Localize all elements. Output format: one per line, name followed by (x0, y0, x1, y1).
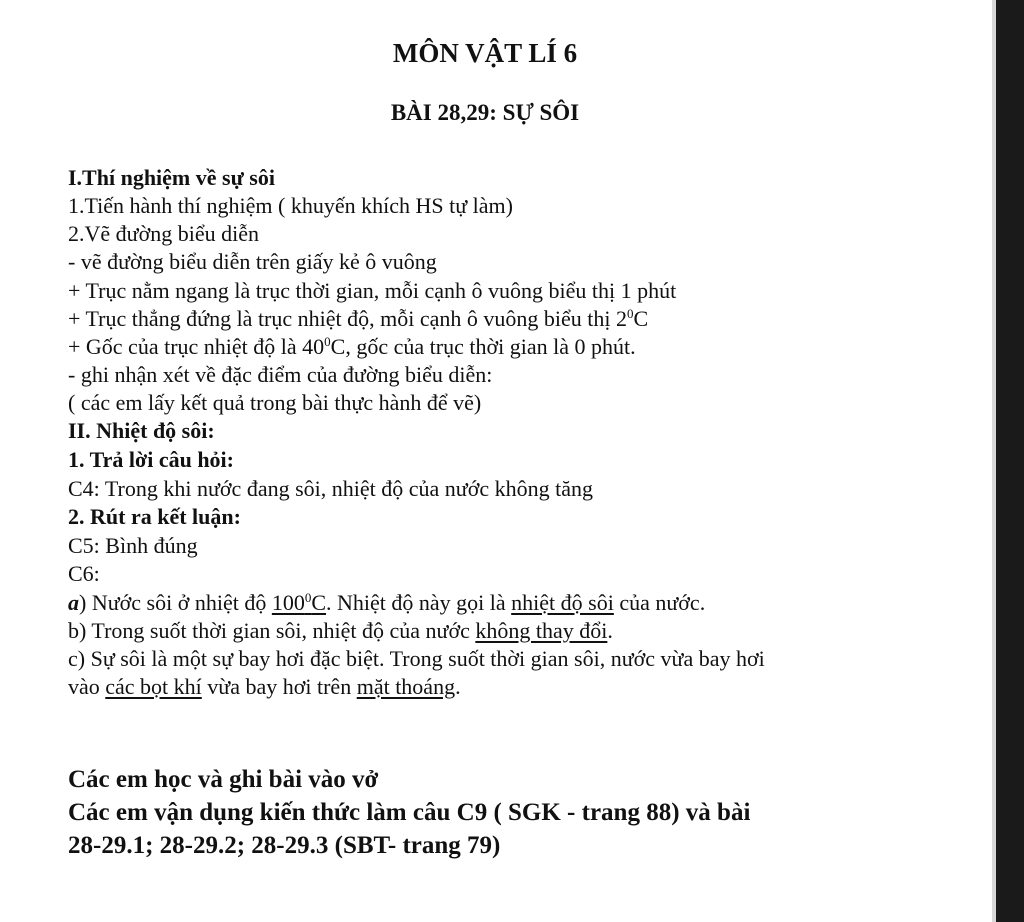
footer-instruction-2: Các em vận dụng kiến thức làm câu C9 ( SGK - trang 88) và bài (68, 799, 751, 826)
right-edge-border (996, 0, 1024, 922)
conclusion-heading: 2. Rút ra kết luận: (68, 504, 241, 529)
answer-c5: C5: Bình đúng (68, 533, 198, 558)
bullet-draw: - vẽ đường biểu diễn trên giấy kẻ ô vuông (68, 249, 437, 274)
footer-instruction-1: Các em học và ghi bài vào vở (68, 766, 379, 793)
answer-questions-heading: 1. Trả lời câu hỏi: (68, 447, 234, 472)
vertical-axis-note: + Trục thẳng đứng là trục nhiệt độ, mỗi cạnh ô vuông biểu thị $2^0C$ (68, 306, 649, 331)
c6-item-b: b) Trong suốt thời gian sôi, nhiệt độ của nước không thay đổi. (68, 618, 613, 643)
horizontal-axis-note: + Trục nằm ngang là trục thời gian, mỗi cạnh ô vuông biểu thị 1 phút (68, 278, 677, 303)
bullet-comment: - ghi nhận xét về đặc điểm của đường biểu diễn: (68, 362, 493, 387)
c6-item-c-line1: c) Sự sôi là một sự bay hơi đặc biệt. Trong suốt thời gian sôi, nước vừa bay hơi (68, 646, 765, 671)
footer-instruction-3: 28-29.1; 28-29.2; 28-29.3 (SBT- trang 79) (68, 832, 501, 859)
section2-heading: II. Nhiệt độ sôi: (68, 418, 215, 443)
origin-note: + Gốc của trục nhiệt độ là $40^0C$, gốc của trục thời gian là 0 phút. (68, 334, 636, 359)
step-1: 1.Tiến hành thí nghiệm ( khuyến khích HS tự làm) (68, 193, 513, 218)
c6-item-c-line2: vào các bọt khí vừa bay hơi trên mặt thoáng. (68, 674, 461, 699)
answer-c4: C4: Trong khi nước đang sôi, nhiệt độ của nước không tăng (68, 476, 593, 501)
answer-c6: C6: (68, 561, 100, 586)
section1-heading: I.Thí nghiệm về sự sôi (68, 165, 275, 190)
practice-note: ( các em lấy kết quả trong bài thực hành để vẽ) (68, 390, 482, 415)
subject-title: MÔN VẬT LÍ 6 (392, 38, 578, 68)
step-2: 2.Vẽ đường biểu diễn (68, 221, 259, 246)
lesson-title: BÀI 28,29: SỰ SÔI (390, 100, 580, 125)
c6-item-a: a) Nước sôi ở nhiệt độ $100^0C$. Nhiệt độ này gọi là nhiệt độ sôi của nước. (68, 590, 706, 615)
